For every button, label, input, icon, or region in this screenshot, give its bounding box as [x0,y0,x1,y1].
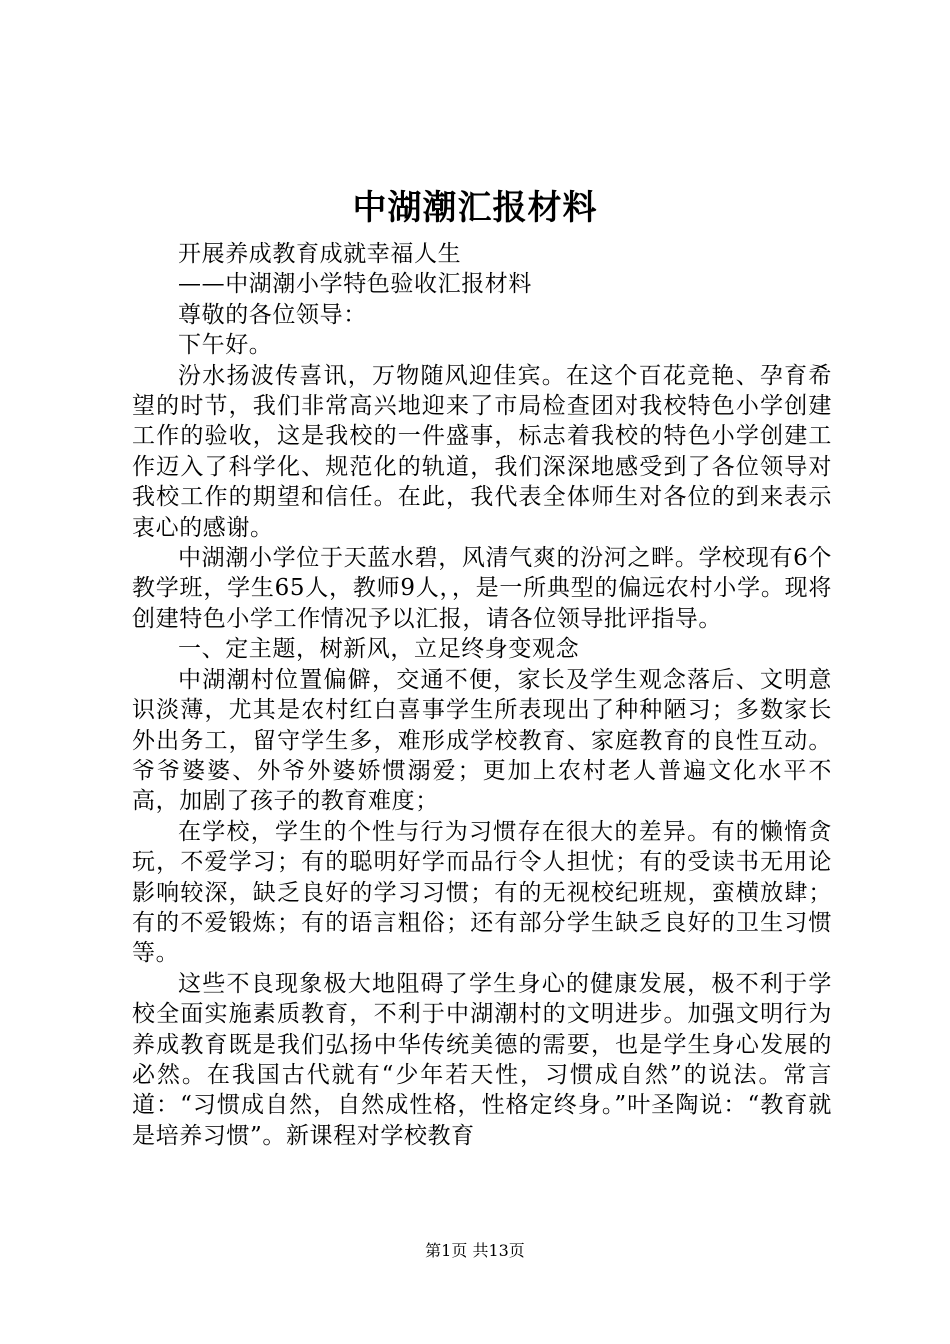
paragraph-subtitle: 开展养成教育成就幸福人生 [178,241,462,267]
page-number: 第1页 共13页 [425,1241,525,1260]
paragraph-subtitle-secondary: ——中湖潮小学特色验收汇报材料 [178,271,532,298]
page-title: 中湖潮汇报材料 [352,188,598,228]
section-heading: 一、定主题，树新风，立足终身变观念 [178,636,580,663]
paragraph-student-habits: 在学校，学生的个性与行为习惯存在很大的差异。有的懒惰贪玩，不爱学习；有的聪明好学而品行令人担忧；有的受读书无用论影响较深，缺乏良好的学习习惯；有的无视校纪班规，蛮横放肆；有的不爱锻炼；有的语言粗俗；还有部分学生缺乏良好的卫生习惯等。 [132,818,832,967]
paragraph-education-need: 这些不良现象极大地阻碍了学生身心的健康发展，极不利于学校全面实施素质教育，不利于中湖潮村的文明进步。加强文明行为养成教育既是我们弘扬中华传统美德的需要，也是学生身心发展的必然。在我国古代就有“少年若天性，习惯成自然”的说法。常言道：“习惯成自然，自然成性格，性格定终身。”叶圣陶说：“教育就是培养习惯”。新课程对学校教育 [132,970,832,1149]
paragraph-salutation: 尊敬的各位领导： [178,301,367,328]
paragraph-village-context: 中湖潮村位置偏僻，交通不便，家长及学生观念落后、文明意识淡薄，尤其是农村红白喜事学生所表现出了种种陋习；多数家长外出务工，留守学生多，难形成学校教育、家庭教育的良性互动。爷爷婆婆、外爷外婆娇惯溺爱；更加上农村老人普遍文化水平不高，加剧了孩子的教育难度； [132,666,832,815]
paragraph-greeting: 下午好。 [178,332,273,359]
paragraph-school-intro: 中湖潮小学位于天蓝水碧，风清气爽的汾河之畔。学校现有6个教学班，学生65人，教师9人，，是一所典型的偏远农村小学。现将创建特色小学工作情况予以汇报，请各位领导批评指导。 [132,545,832,632]
document-body [132,239,832,1151]
paragraph-welcome: 汾水扬波传喜讯，万物随风迎佳宾。在这个百花竞艳、孕育希望的时节，我们非常高兴地迎来了市局检查团对我校特色小学创建工作的验收，这是我校的一件盛事，标志着我校的特色小学创建工作迈入了科学化、规范化的轨道，我们深深地感受到了各位领导对我校工作的期望和信任。在此，我代表全体师生对各位的到来表示衷心的感谢。 [132,362,832,541]
